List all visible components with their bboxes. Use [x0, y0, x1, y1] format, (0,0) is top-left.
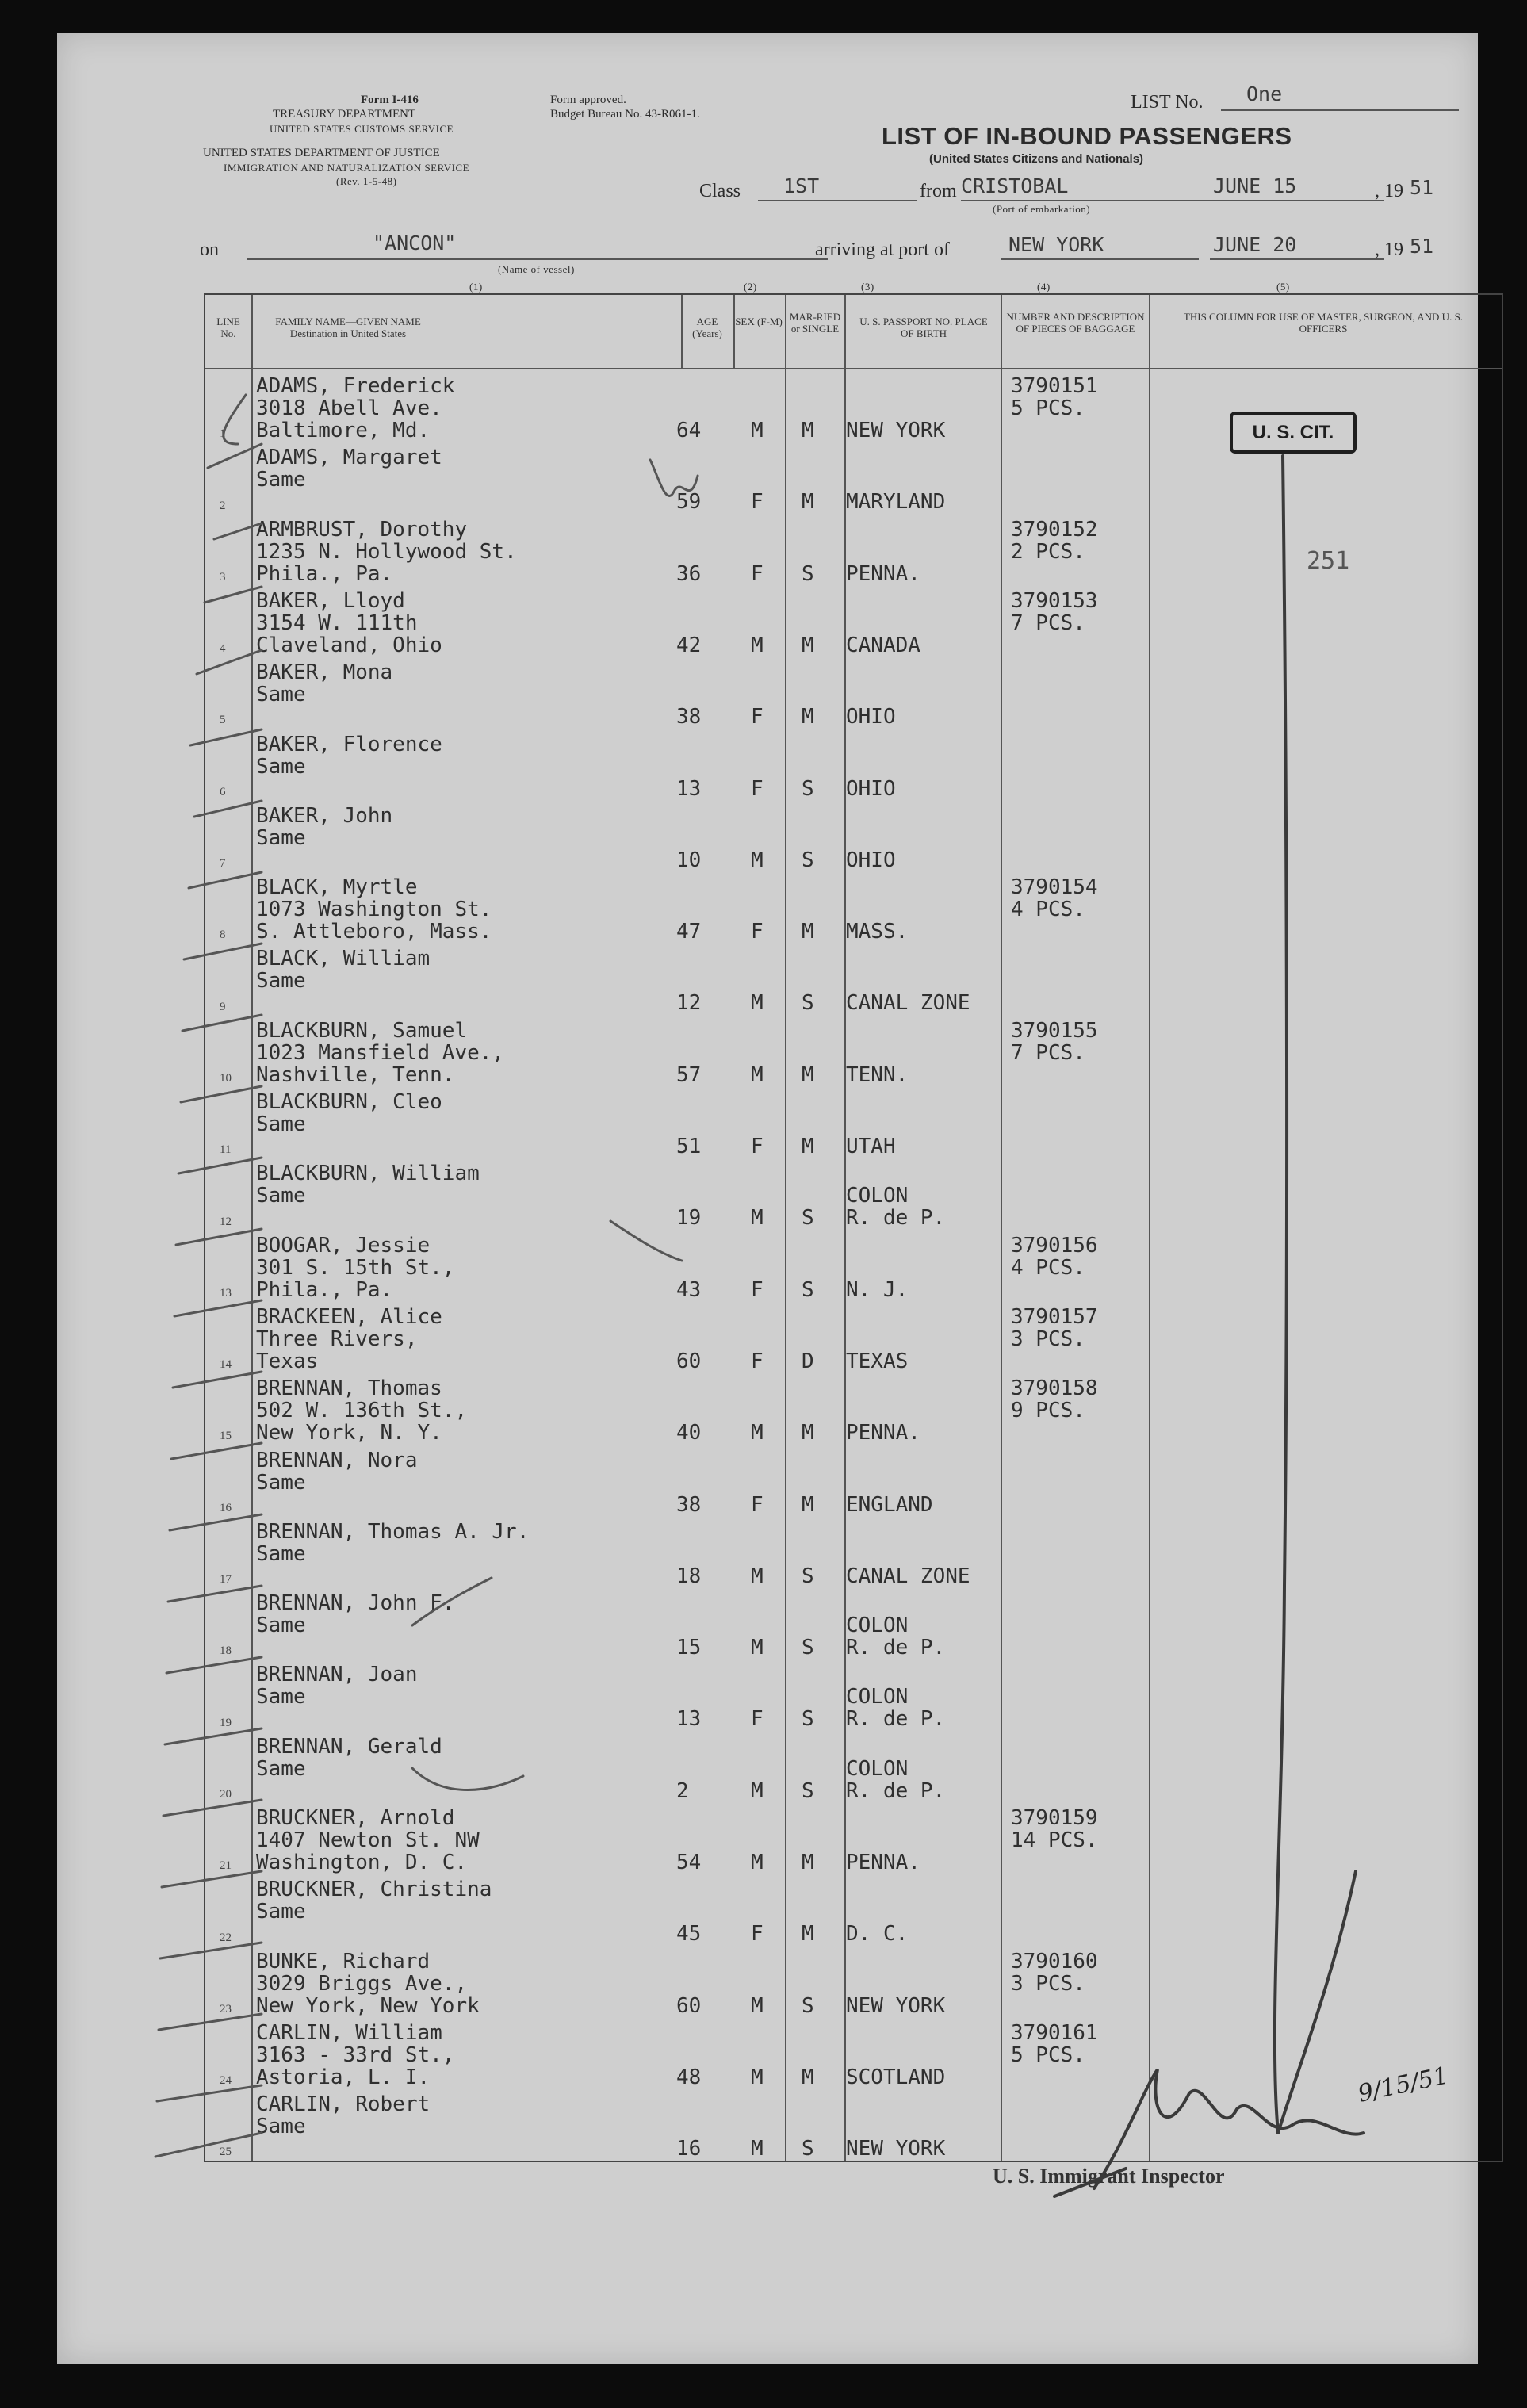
address-line-2: Washington, D. C.	[256, 1851, 468, 1874]
birth-place: PENNA.	[846, 561, 920, 586]
sex: F	[751, 561, 764, 586]
marital-status: S	[802, 1993, 814, 2018]
marital-status: D	[802, 1349, 814, 1373]
baggage-number: 3790157	[1011, 1304, 1098, 1329]
marital-status: M	[802, 419, 814, 442]
age: 18	[676, 1564, 702, 1588]
baggage-pieces: 9 PCS.	[1011, 1399, 1085, 1423]
address-line-1: Same	[256, 969, 306, 993]
address-line-1: 1023 Mansfield Ave.,	[256, 1040, 505, 1065]
sex: M	[751, 1564, 764, 1588]
line-number: 7	[220, 857, 226, 871]
birth-place: PENNA.	[846, 1851, 920, 1874]
address-line-1: 1235 N. Hollywood St.	[256, 539, 517, 564]
birth-place: SCOTLAND	[846, 2065, 946, 2089]
age: 43	[676, 1277, 702, 1302]
sex: M	[751, 419, 764, 442]
birth-place: CANADA	[846, 633, 920, 657]
baggage-pieces: 14 PCS.	[1011, 1828, 1098, 1852]
customs-heading: UNITED STATES CUSTOMS SERVICE	[270, 123, 454, 135]
baggage-pieces: 4 PCS.	[1011, 898, 1085, 922]
address-line-1: Three Rivers,	[256, 1327, 418, 1351]
sex: M	[751, 1778, 764, 1803]
marital-status: S	[802, 561, 814, 586]
address-line-2: Astoria, L. I.	[256, 2065, 431, 2089]
age: 60	[676, 1993, 702, 2018]
sex: M	[751, 633, 764, 657]
sex: M	[751, 2137, 764, 2161]
departure-year-prefix: , 19	[1375, 181, 1403, 201]
birth-place: UTAH	[846, 1135, 896, 1158]
sex: F	[751, 1135, 764, 1158]
birth-place: MASS.	[846, 920, 909, 944]
marital-status: M	[802, 1135, 814, 1158]
sex: M	[751, 1851, 764, 1874]
marital-status: M	[802, 705, 814, 729]
passenger-name: BLACK, William	[256, 947, 431, 971]
age: 36	[676, 561, 702, 586]
marital-status: S	[802, 1707, 814, 1732]
budget-bureau: Budget Bureau No. 43-R061-1.	[550, 108, 700, 121]
list-no-value: One	[1246, 82, 1283, 105]
line-number: 15	[220, 1430, 232, 1443]
line-number: 11	[220, 1143, 232, 1157]
vessel-name: "ANCON"	[373, 232, 457, 255]
passenger-name: BAKER, John	[256, 803, 393, 828]
line-number: 23	[220, 2002, 232, 2016]
baggage-number: 3790160	[1011, 1949, 1098, 1973]
age: 13	[676, 776, 702, 801]
marital-status: S	[802, 1277, 814, 1302]
sex: F	[751, 1277, 764, 1302]
marital-status: S	[802, 1564, 814, 1588]
form-number: Form I-416	[361, 94, 419, 106]
sex: M	[751, 848, 764, 872]
baggage-number: 3790151	[1011, 374, 1098, 398]
line-number: 24	[220, 2074, 232, 2088]
marital-status: M	[802, 490, 814, 515]
passenger-name: BRUCKNER, Christina	[256, 1878, 492, 1902]
line-number: 17	[220, 1573, 232, 1587]
passenger-name: ARMBRUST, Dorothy	[256, 517, 468, 542]
passenger-name: BRENNAN, Nora	[256, 1448, 418, 1472]
address-line-1: Same	[256, 1184, 306, 1208]
age: 51	[676, 1135, 702, 1158]
address-line-1: Same	[256, 1112, 306, 1136]
address-line-1: Same	[256, 1685, 306, 1709]
sex: M	[751, 1206, 764, 1231]
address-line-2: Nashville, Tenn.	[256, 1062, 455, 1087]
address-line-2: Texas	[256, 1349, 319, 1373]
line-number: 3	[220, 570, 226, 584]
birth-place: OHIO	[846, 776, 896, 801]
line-number: 5	[220, 714, 226, 727]
address-line-2: Phila., Pa.	[256, 561, 393, 586]
address-line-1: Same	[256, 1470, 306, 1495]
col-number: (1)	[469, 281, 483, 293]
birth-place: COLON	[846, 1756, 909, 1781]
age: 12	[676, 991, 702, 1016]
sex: F	[751, 1707, 764, 1732]
birth-place: NEW YORK	[846, 1993, 946, 2018]
passenger-name: BAKER, Mona	[256, 660, 393, 685]
arrival-year-prefix: , 19	[1375, 239, 1403, 260]
arrival-port: NEW YORK	[1008, 233, 1104, 256]
birth-place-2: R. de P.	[846, 1636, 946, 1660]
sex: M	[751, 1062, 764, 1087]
justice-heading: UNITED STATES DEPARTMENT OF JUSTICE	[203, 147, 440, 159]
marital-status: M	[802, 1062, 814, 1087]
col-number: (4)	[1037, 281, 1051, 293]
baggage-number: 3790156	[1011, 1233, 1098, 1258]
address-line-1: 3154 W. 111th	[256, 611, 418, 635]
marital-status: S	[802, 1206, 814, 1231]
on-label: on	[200, 239, 219, 260]
header-baggage: NUMBER AND DESCRIPTION OF PIECES OF BAGGAGE	[1006, 311, 1145, 335]
sex: F	[751, 1492, 764, 1517]
line-number: 14	[220, 1358, 232, 1372]
passenger-name: BLACK, Myrtle	[256, 875, 418, 900]
birth-place: TENN.	[846, 1062, 909, 1087]
baggage-pieces: 7 PCS.	[1011, 1040, 1085, 1065]
age: 64	[676, 419, 702, 442]
sex: M	[751, 1636, 764, 1660]
birth-place: COLON	[846, 1614, 909, 1638]
age: 15	[676, 1636, 702, 1660]
birth-place: MARYLAND	[846, 490, 946, 515]
birth-place: OHIO	[846, 705, 896, 729]
document-subtitle: (United States Citizens and Nationals)	[929, 152, 1144, 166]
treasury-heading: TREASURY DEPARTMENT	[273, 108, 416, 121]
header-married: MAR-RIED or SINGLE	[789, 311, 841, 335]
departure-year: 51	[1410, 176, 1434, 199]
baggage-pieces: 4 PCS.	[1011, 1255, 1085, 1280]
header-line-no: LINE No.	[216, 316, 240, 339]
officer-note: 251	[1307, 547, 1350, 575]
list-no-label: LIST No.	[1131, 92, 1204, 113]
address-line-1: 3163 - 33rd St.,	[256, 2042, 455, 2067]
sex: M	[751, 1993, 764, 2018]
baggage-number: 3790161	[1011, 2020, 1098, 2045]
header-officers: THIS COLUMN FOR USE OF MASTER, SURGEON, AND U. S. OFFICERS	[1183, 311, 1464, 335]
age: 19	[676, 1206, 702, 1231]
address-line-1: Same	[256, 683, 306, 707]
port-embarkation-caption: (Port of embarkation)	[993, 203, 1091, 215]
col-number: (5)	[1276, 281, 1290, 293]
age: 13	[676, 1707, 702, 1732]
line-number: 19	[220, 1716, 232, 1729]
birth-place-2: R. de P.	[846, 1707, 946, 1732]
birth-place: CANAL ZONE	[846, 991, 970, 1016]
line-number: 12	[220, 1215, 232, 1228]
ins-heading: IMMIGRATION AND NATURALIZATION SERVICE	[224, 162, 470, 174]
address-line-1: Same	[256, 1900, 306, 1924]
passenger-name: BRENNAN, John F.	[256, 1591, 455, 1616]
age: 59	[676, 490, 702, 515]
line-number: 25	[220, 2146, 232, 2159]
birth-place: COLON	[846, 1184, 909, 1208]
header-sex: SEX (F-M)	[735, 316, 783, 327]
arriving-label: arriving at port of	[815, 239, 950, 260]
line-number: 4	[220, 642, 226, 656]
marital-status: M	[802, 1421, 814, 1445]
line-number: 8	[220, 928, 226, 942]
col-number: (2)	[744, 281, 757, 293]
age: 60	[676, 1349, 702, 1373]
line-number: 20	[220, 1787, 232, 1801]
signature-note: 9/15/51	[1355, 2062, 1452, 2108]
embarkation-port: CRISTOBAL	[961, 174, 1069, 197]
passenger-name: BLACKBURN, Cleo	[256, 1090, 442, 1114]
address-line-1: Same	[256, 2115, 306, 2139]
officer-check-line	[1275, 456, 1287, 2133]
row-check-marks	[155, 395, 698, 2157]
sex: F	[751, 490, 764, 515]
birth-place: OHIO	[846, 848, 896, 872]
class-value: 1ST	[783, 174, 820, 197]
passenger-name: BLACKBURN, Samuel	[256, 1018, 468, 1043]
marital-status: M	[802, 1492, 814, 1517]
us-citizen-stamp: U. S. CIT.	[1230, 412, 1357, 454]
age: 38	[676, 705, 702, 729]
address-line-1: Same	[256, 1614, 306, 1638]
marital-status: S	[802, 1778, 814, 1803]
address-line-2: S. Attleboro, Mass.	[256, 920, 492, 944]
baggage-number: 3790153	[1011, 588, 1098, 613]
address-line-2: Claveland, Ohio	[256, 633, 442, 657]
age: 48	[676, 2065, 702, 2089]
baggage-number: 3790152	[1011, 517, 1098, 542]
marital-status: M	[802, 633, 814, 657]
line-number: 21	[220, 1859, 232, 1873]
line-number: 2	[220, 499, 226, 512]
sex: F	[751, 776, 764, 801]
address-line-1: 3029 Briggs Ave.,	[256, 1971, 468, 1996]
marital-status: S	[802, 2137, 814, 2161]
baggage-pieces: 3 PCS.	[1011, 1327, 1085, 1351]
inspector-caption: U. S. Immigrant Inspector	[993, 2165, 1225, 2188]
departure-date: JUNE 15	[1213, 174, 1297, 197]
baggage-pieces: 7 PCS.	[1011, 611, 1085, 635]
address-line-2: New York, New York	[256, 1993, 480, 2018]
sex: M	[751, 991, 764, 1016]
passenger-name: BAKER, Florence	[256, 732, 442, 756]
address-line-1: Same	[256, 468, 306, 492]
passenger-name: BRENNAN, Joan	[256, 1663, 418, 1687]
birth-place: NEW YORK	[846, 2137, 946, 2161]
age: 54	[676, 1851, 702, 1874]
passenger-name: ADAMS, Margaret	[256, 446, 442, 470]
passenger-name: CARLIN, William	[256, 2020, 442, 2045]
line-number: 9	[220, 1000, 226, 1013]
age: 10	[676, 848, 702, 872]
birth-place: ENGLAND	[846, 1492, 933, 1517]
age: 42	[676, 633, 702, 657]
address-line-1: Same	[256, 1541, 306, 1566]
passenger-name: BRUCKNER, Arnold	[256, 1806, 455, 1830]
line-number: 10	[220, 1071, 232, 1085]
sex: F	[751, 1349, 764, 1373]
baggage-number: 3790154	[1011, 875, 1098, 900]
sex: F	[751, 1922, 764, 1947]
passenger-name: BRACKEEN, Alice	[256, 1304, 442, 1329]
header-age: AGE (Years)	[692, 316, 722, 339]
address-line-2: Baltimore, Md.	[256, 419, 431, 442]
address-line-1: 502 W. 136th St.,	[256, 1399, 468, 1423]
baggage-pieces: 3 PCS.	[1011, 1971, 1085, 1996]
marital-status: M	[802, 1851, 814, 1874]
sex: M	[751, 1421, 764, 1445]
address-line-1: 301 S. 15th St.,	[256, 1255, 455, 1280]
passenger-name: BLACKBURN, William	[256, 1162, 480, 1186]
birth-place: NEW YORK	[846, 419, 946, 442]
header-name: FAMILY NAME—GIVEN NAME Destination in United States	[275, 316, 421, 339]
line-number: 6	[220, 785, 226, 798]
passenger-name: BRENNAN, Thomas A. Jr.	[256, 1519, 530, 1544]
address-line-1: Same	[256, 754, 306, 779]
address-line-1: Same	[256, 825, 306, 850]
marital-status: M	[802, 1922, 814, 1947]
line-number: 18	[220, 1644, 232, 1658]
passenger-name: BOOGAR, Jessie	[256, 1233, 431, 1258]
line-number: 16	[220, 1501, 232, 1514]
baggage-number: 3790159	[1011, 1806, 1098, 1830]
baggage-pieces: 5 PCS.	[1011, 2042, 1085, 2067]
marital-status: S	[802, 848, 814, 872]
passenger-name: BRENNAN, Gerald	[256, 1734, 442, 1759]
age: 40	[676, 1421, 702, 1445]
address-line-2: New York, N. Y.	[256, 1421, 442, 1445]
arrival-year: 51	[1410, 235, 1434, 258]
birth-place: D. C.	[846, 1922, 909, 1947]
baggage-number: 3790155	[1011, 1018, 1098, 1043]
form-approved: Form approved.	[550, 94, 626, 106]
baggage-number: 3790158	[1011, 1376, 1098, 1401]
revision-date: (Rev. 1-5-48)	[336, 175, 397, 187]
age: 38	[676, 1492, 702, 1517]
address-line-1: 1073 Washington St.	[256, 898, 492, 922]
marital-status: M	[802, 2065, 814, 2089]
sex: F	[751, 705, 764, 729]
passenger-name: BUNKE, Richard	[256, 1949, 431, 1973]
birth-place: N. J.	[846, 1277, 909, 1302]
line-number: 13	[220, 1286, 232, 1300]
passenger-name: BRENNAN, Thomas	[256, 1376, 442, 1401]
inspector-signature	[1094, 2069, 1364, 2188]
age: 47	[676, 920, 702, 944]
passenger-name: BAKER, Lloyd	[256, 588, 405, 613]
sex: F	[751, 920, 764, 944]
address-line-1: Same	[256, 1756, 306, 1781]
baggage-pieces: 2 PCS.	[1011, 539, 1085, 564]
marital-status: M	[802, 920, 814, 944]
birth-place: CANAL ZONE	[846, 1564, 970, 1588]
passenger-name: CARLIN, Robert	[256, 2092, 431, 2117]
line-number: 22	[220, 1931, 232, 1944]
address-line-1: 3018 Abell Ave.	[256, 396, 442, 420]
marital-status: S	[802, 1636, 814, 1660]
line-number: 1	[220, 427, 226, 441]
marital-status: S	[802, 991, 814, 1016]
header-passport: U. S. PASSPORT NO. PLACE OF BIRTH	[859, 316, 988, 339]
from-label: from	[920, 181, 957, 201]
address-line-1: 1407 Newton St. NW	[256, 1828, 480, 1852]
arrival-date: JUNE 20	[1213, 233, 1297, 256]
document-title: LIST OF IN-BOUND PASSENGERS	[882, 122, 1292, 150]
age: 57	[676, 1062, 702, 1087]
marital-status: S	[802, 776, 814, 801]
age: 16	[676, 2137, 702, 2161]
birth-place: TEXAS	[846, 1349, 909, 1373]
baggage-pieces: 5 PCS.	[1011, 396, 1085, 420]
age: 2	[676, 1778, 689, 1803]
address-line-2: Phila., Pa.	[256, 1277, 393, 1302]
birth-place-2: R. de P.	[846, 1206, 946, 1231]
passenger-name: ADAMS, Frederick	[256, 374, 455, 398]
class-label: Class	[699, 181, 741, 201]
birth-place-2: R. de P.	[846, 1778, 946, 1803]
vessel-caption: (Name of vessel)	[498, 263, 575, 275]
age: 45	[676, 1922, 702, 1947]
sex: M	[751, 2065, 764, 2089]
birth-place: COLON	[846, 1685, 909, 1709]
birth-place: PENNA.	[846, 1421, 920, 1445]
col-number: (3)	[861, 281, 874, 293]
